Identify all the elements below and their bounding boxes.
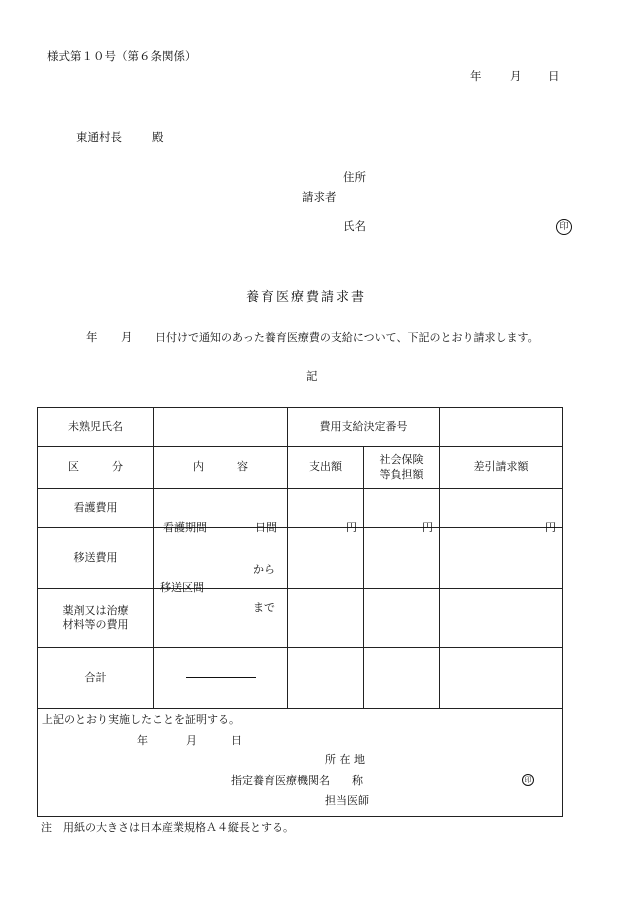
decision-number-value[interactable] — [440, 408, 563, 447]
nursing-balance[interactable] — [440, 489, 563, 534]
certification-statement: 上記のとおり実施したことを証明する。 — [42, 713, 240, 726]
medicine-content[interactable] — [154, 589, 288, 648]
total-expense[interactable] — [288, 648, 364, 709]
nursing-insurance[interactable] — [364, 489, 440, 534]
header-balance: 差引請求額 — [440, 447, 563, 489]
nursing-expense[interactable] — [288, 489, 364, 534]
medicine-expense[interactable] — [288, 589, 364, 648]
total-label: 合計 — [38, 648, 154, 709]
medicine-insurance[interactable] — [364, 589, 440, 648]
request-table — [37, 407, 563, 817]
date-year-label: 年 — [470, 69, 482, 83]
requester-seal-mark: 印 — [556, 219, 572, 235]
header-social-insurance-line1: 社会保険 — [379, 453, 424, 467]
medicine-balance[interactable] — [440, 589, 563, 648]
infant-name-label: 未熟児氏名 — [38, 408, 154, 447]
total-content-dash — [154, 648, 288, 709]
header-social-insurance — [364, 447, 440, 489]
date-month-label: 月 — [510, 69, 522, 83]
transport-section-label: 移送区間 — [160, 581, 204, 594]
body-year-label: 年 — [86, 330, 98, 344]
date-day-label: 日 — [548, 69, 560, 83]
nursing-label: 看護費用 — [38, 489, 154, 528]
certification-month-label: 月 — [186, 734, 197, 747]
document-title: 養育医療費請求書 — [246, 290, 367, 305]
total-dash-line — [186, 677, 256, 678]
medicine-label-line1: 薬剤又は治療 — [62, 603, 129, 617]
medicine-label-line2: 材料等の費用 — [62, 618, 129, 631]
certification-year-label: 年 — [137, 734, 148, 747]
nursing-content[interactable] — [154, 489, 288, 534]
nursing-period-label: 看護期間 — [163, 521, 207, 534]
medicine-label — [38, 589, 154, 648]
total-balance[interactable] — [440, 648, 563, 709]
transport-expense[interactable] — [288, 528, 364, 589]
total-insurance[interactable] — [364, 648, 440, 709]
doctor-label: 担当医師 — [325, 794, 369, 807]
transport-content[interactable] — [154, 528, 288, 614]
certification-section — [38, 709, 563, 817]
transport-label: 移送費用 — [38, 528, 154, 589]
nursing-insurance-yen: 円 — [422, 521, 433, 534]
certification-day-label: 日 — [231, 734, 242, 747]
infant-name-value[interactable] — [154, 408, 288, 447]
header-content: 内 容 — [154, 447, 288, 489]
nursing-balance-yen: 円 — [545, 521, 556, 534]
ki-label: 記 — [306, 369, 318, 383]
header-social-insurance-line2: 等負担額 — [379, 467, 424, 481]
transport-balance[interactable] — [440, 528, 563, 589]
requester-role-label: 請求者 — [302, 190, 337, 204]
decision-number-label: 費用支給決定番号 — [288, 408, 440, 447]
nursing-expense-yen: 円 — [346, 521, 357, 534]
institution-name-label: 指定養育医療機関名 称 — [231, 774, 363, 787]
transport-to: まで — [253, 601, 275, 614]
institution-location-label: 所 在 地 — [325, 753, 365, 766]
body-month-label: 月 — [121, 330, 133, 344]
nursing-days-unit: 日間 — [255, 521, 277, 534]
header-expense: 支出額 — [288, 447, 364, 489]
doctor-seal-mark: 印 — [522, 774, 534, 786]
footer-note: 注 用紙の大きさは日本産業規格Ａ４縦長とする。 — [41, 821, 294, 834]
requester-name-label: 氏名 — [343, 219, 366, 233]
requester-address-label: 住所 — [343, 170, 366, 184]
addressee-name: 東通村長 — [76, 130, 122, 144]
transport-insurance[interactable] — [364, 528, 440, 589]
transport-from: から — [253, 563, 275, 576]
addressee-honorific: 殿 — [152, 130, 164, 144]
form-number: 様式第１０号（第６条関係） — [47, 49, 197, 63]
header-category: 区 分 — [38, 447, 154, 489]
body-text: 日付けで通知のあった養育医療費の支給について、下記のとおり請求します。 — [155, 331, 539, 344]
